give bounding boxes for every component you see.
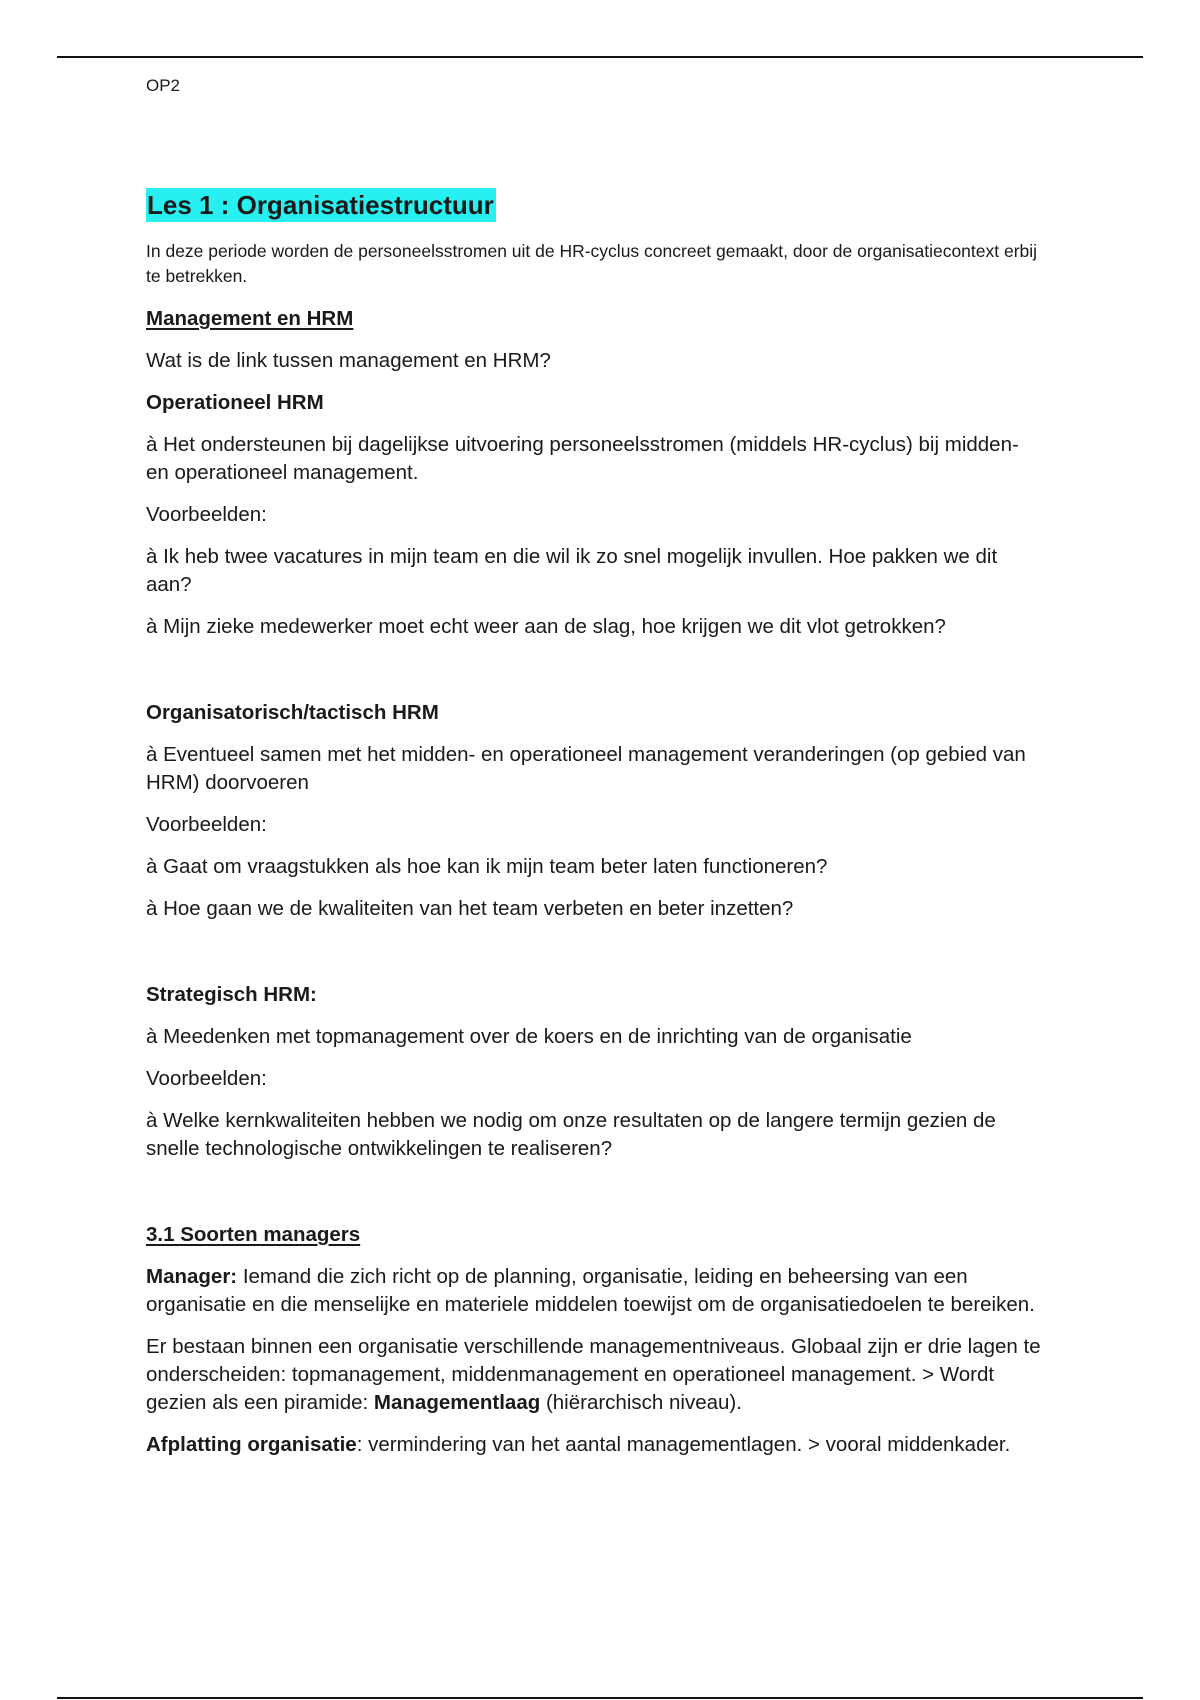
operationeel-example-1: à Ik heb twee vacatures in mijn team en die wil ik zo snel mogelijk invullen. Hoe pakken we dit aan?: [146, 545, 998, 596]
heading-soorten-managers: 3.1 Soorten managers: [146, 1223, 361, 1246]
header-label: OP2: [146, 76, 181, 95]
levels-tail: (hiërarchisch niveau).: [540, 1391, 742, 1414]
heading-strategisch-hrm: Strategisch HRM:: [146, 983, 317, 1006]
bottom-rule: [57, 1697, 1143, 1699]
operationeel-example-2: à Mijn zieke medewerker moet echt weer aan de slag, hoe krijgen we dit vlot getrokken?: [146, 615, 946, 638]
levels-term: Managementlaag: [373, 1391, 541, 1414]
afplatting-term: Afplatting organisatie: [146, 1433, 357, 1456]
strategisch-desc: à Meedenken met topmanagement over de koers en de inrichting van de organisatie: [146, 1025, 912, 1048]
lesson-title: [146, 189, 1046, 221]
manager-definition: [146, 1263, 1046, 1319]
afplatting-def: : vermindering van het aantal managementlagen. > vooral middenkader.: [356, 1433, 1011, 1456]
lesson-title-text: Les 1 : Organisatiestructuur: [147, 190, 494, 220]
heading-tactisch-hrm: Organisatorisch/tactisch HRM: [146, 701, 439, 724]
tactisch-examples-label: Voorbeelden:: [146, 813, 267, 836]
tactisch-example-2: à Hoe gaan we de kwaliteiten van het team verbeten en beter inzetten?: [146, 897, 794, 920]
lesson-intro: In deze periode worden de personeelsstromen uit de HR-cyclus concreet gemaakt, door de organisatiecontext erbij te betrekken.: [146, 241, 1038, 286]
tactisch-desc: à Eventueel samen met het midden- en operationeel management veranderingen (op gebied van HRM) doorvoeren: [146, 743, 1026, 794]
afplatting-definition: [146, 1431, 1046, 1459]
heading-management-hrm: Management en HRM: [146, 307, 354, 330]
management-hrm-question: Wat is de link tussen management en HRM?: [146, 349, 551, 372]
strategisch-examples-label: Voorbeelden:: [146, 1067, 267, 1090]
operationeel-examples-label: Voorbeelden:: [146, 503, 267, 526]
management-levels: [146, 1333, 1046, 1417]
manager-term: Manager:: [146, 1265, 238, 1288]
document-page: [146, 76, 1046, 1459]
operationeel-desc: à Het ondersteunen bij dagelijkse uitvoering personeelsstromen (middels HR-cyclus) bij midden- en operationeel management.: [146, 433, 1019, 484]
manager-def: Iemand die zich richt op de planning, organisatie, leiding en beheersing van een organisatie en die menselijke en materiele middelen toewijst om de organisatiedoelen te bereiken.: [146, 1265, 1035, 1316]
top-rule: [57, 56, 1143, 58]
heading-operationeel-hrm: Operationeel HRM: [146, 391, 324, 414]
levels-text: Er bestaan binnen een organisatie verschillende managementniveaus. Globaal zijn er drie lagen te onderscheiden: topmanagement, middenmanagement en operationeel management. > Wordt gezien als een piramide:: [146, 1335, 1041, 1414]
tactisch-example-1: à Gaat om vraagstukken als hoe kan ik mijn team beter laten functioneren?: [146, 855, 828, 878]
strategisch-example-1: à Welke kernkwaliteiten hebben we nodig om onze resultaten op de langere termijn gezien de snelle technologische ontwikkelingen te realiseren?: [146, 1109, 996, 1160]
